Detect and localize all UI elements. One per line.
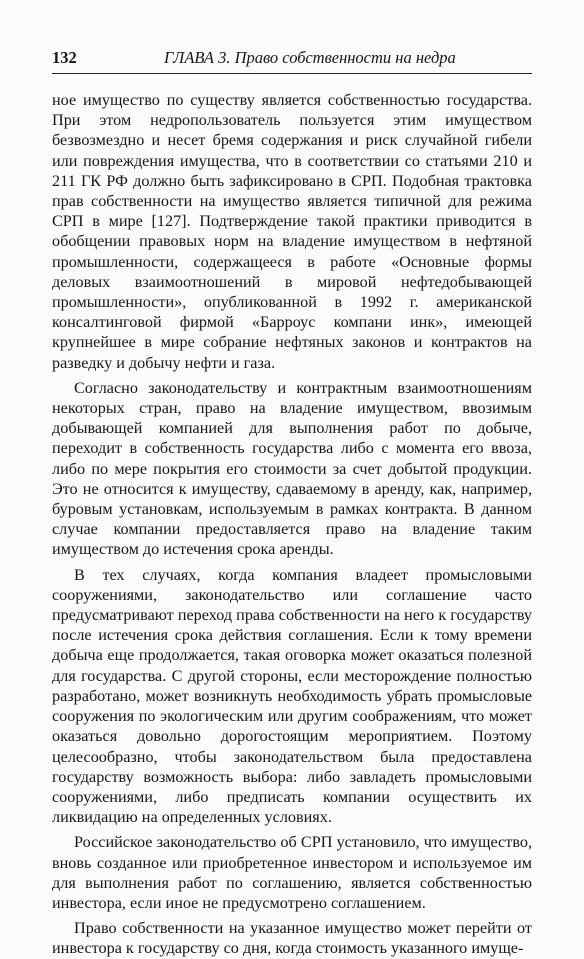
- page-body: [52, 90, 532, 959]
- paragraph-continuation: ное имущество по существу является собственностью государства. При этом недропользователь пользуется этим имуществом безвозмездно и несет бремя содержания и риск случайной гибели или повреждения имущества, что в соответствии со статьями 210 и 211 ГК РФ должно быть зафиксировано в СРП. Подобная трактовка прав собственности на имущество является типичной для режима СРП в мире [127]. Подтверждение такой практики приводится в обобщении правовых норм на владение имуществом в нефтяной промышленности, содержащееся в работе «Основные формы деловых взаимоотношений в мировой нефтедобывающей промышленности», опубликованной в 1992 г. американской консалтинговой фирмой «Барроус компани инк», имеющей крупнейшее в мире собрание нефтяных законов и контрактов на разведку и добычу нефти и газа.: [52, 91, 532, 372]
- paragraph: Право собственности на указанное имущество может перейти от инвестора к государству со дня, когда стоимость указанного имуще-: [52, 919, 532, 958]
- page-number: 132: [52, 48, 77, 67]
- paragraph: В тех случаях, когда компания владеет промысловыми сооружениями, законодательство или соглашение часто предусматривают переход права собственности на него к государству после истечения срока действия соглашения. Если к тому времени добыча еще продолжается, такая оговорка может оказаться полезной для государства. С другой стороны, если месторождение полностью разработано, может возникнуть необходимость убрать промысловые сооружения по экологическим или другим соображениям, что может оказаться довольно дорогостоящим мероприятием. Поэтому целесообразно, чтобы законодательством была предоставлена государству возможность выбора: либо завладеть промысловыми сооружениями, либо предписать компании осуществить их ликвидацию на определенных условиях.: [52, 565, 532, 827]
- paragraph: Согласно законодательству и контрактным взаимоотношениям некоторых стран, право на владение имуществом, ввозимым добывающей компанией для выполнения работ по добыче, переходит в собственность государства либо с момента его ввоза, либо по мере покрытия его стоимости за счет добытой продукции. Это не относится к имуществу, сдаваемому в аренду, как, например, буровым установкам, используемым в рамках контракта. В данном случае компании предоставляется право на владение таким имуществом до истечения срока аренды.: [52, 378, 532, 559]
- paragraph: Российское законодательство об СРП установило, что имущество, вновь созданное или приобретенное инвестором и используемое им для выполнения работ по соглашению, является собственностью инвестора, если иное не предусмотрено соглашением.: [52, 833, 532, 912]
- running-title: ГЛАВА 3. Право собственности на недра: [164, 48, 456, 67]
- header-rule: [52, 73, 532, 74]
